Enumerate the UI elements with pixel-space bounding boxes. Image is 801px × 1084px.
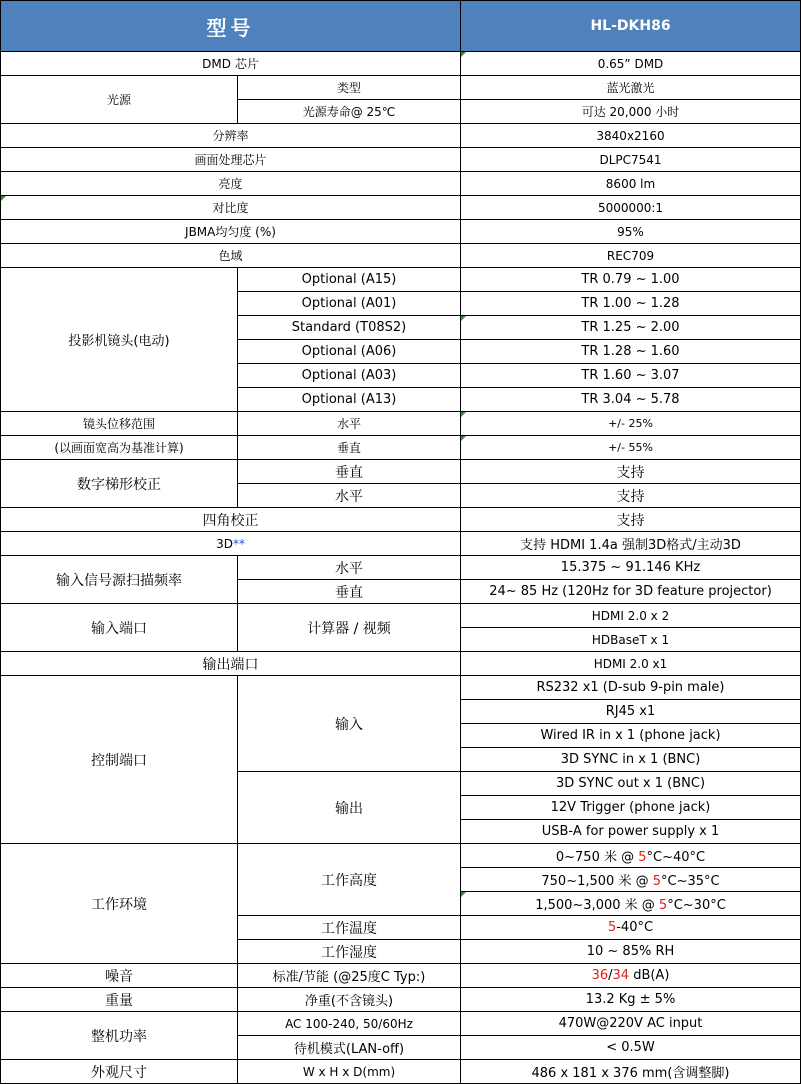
table-row (1, 844, 801, 868)
noise-sub-label: 标准/节能 (@25度C Typ:) (238, 964, 461, 988)
scan-h-label: 水平 (238, 556, 461, 580)
noise-std: 36 (591, 968, 609, 983)
chip-value: DLPC7541 (461, 148, 801, 172)
env-alt-pre: 750~1,500 米 @ (541, 874, 653, 889)
lens-value: TR 1.28 ~ 1.60 (461, 340, 801, 364)
weight-value: 13.2 Kg ± 5% (461, 988, 801, 1012)
shift-v-label: 垂直 (238, 436, 461, 460)
env-hum-value: 10 ~ 85% RH (461, 940, 801, 964)
control-in-value: 3D SYNC in x 1 (BNC) (461, 748, 801, 772)
table-row (1, 124, 801, 148)
env-alt-value (461, 844, 801, 868)
input-label: 输入端口 (1, 604, 238, 652)
lens-name: Optional (A13) (238, 388, 461, 412)
control-out-value: USB-A for power supply x 1 (461, 820, 801, 844)
contrast-label: 对比度 (1, 196, 461, 220)
keystone-v-value: 支持 (461, 460, 801, 484)
control-label: 控制端口 (1, 676, 238, 844)
lens-value: TR 3.04 ~ 5.78 (461, 388, 801, 412)
env-hum-label: 工作湿度 (238, 940, 461, 964)
input-value: HDMI 2.0 x 2 (461, 604, 801, 628)
table-row (1, 556, 801, 580)
control-out-label: 输出 (238, 772, 461, 844)
three-d-text: 3D (216, 536, 233, 551)
control-out-value: 3D SYNC out x 1 (BNC) (461, 772, 801, 796)
model-header-value: HL-DKH86 (461, 1, 801, 52)
gamut-label: 色域 (1, 244, 461, 268)
output-label: 输出端口 (1, 652, 461, 676)
noise-eco: 34 (612, 968, 630, 983)
lens-value: TR 0.79 ~ 1.00 (461, 268, 801, 292)
table-row (1, 604, 801, 628)
shift-h-label: 水平 (238, 412, 461, 436)
output-value: HDMI 2.0 x1 (461, 652, 801, 676)
table-row (1, 244, 801, 268)
table-row (1, 268, 801, 292)
control-out-value: 12V Trigger (phone jack) (461, 796, 801, 820)
control-in-value: Wired IR in x 1 (phone jack) (461, 724, 801, 748)
table-row (1, 652, 801, 676)
keystone-h-label: 水平 (238, 484, 461, 508)
table-row (1, 1012, 801, 1036)
scan-v-value: 24~ 85 Hz (120Hz for 3D feature projector) (461, 580, 801, 604)
lens-value: TR 1.25 ~ 2.00 (461, 316, 801, 340)
table-row (1, 988, 801, 1012)
uniformity-value: 95% (461, 220, 801, 244)
env-alt-red: 5 (638, 850, 647, 865)
env-temp-value (461, 916, 801, 940)
env-alt-label: 工作高度 (238, 844, 461, 916)
noise-label: 噪音 (1, 964, 238, 988)
lens-name: Optional (A01) (238, 292, 461, 316)
env-alt-pre: 1,500~3,000 米 @ (535, 898, 659, 913)
input-sub-label: 计算器 / 视频 (238, 604, 461, 652)
power-label: 整机功率 (1, 1012, 238, 1060)
env-alt-post: °C~30°C (667, 898, 726, 913)
chip-label: 画面处理芯片 (1, 148, 461, 172)
corner-value: 支持 (461, 508, 801, 532)
env-alt-post: °C~40°C (646, 850, 706, 865)
control-in-value: RS232 x1 (D-sub 9-pin male) (461, 676, 801, 700)
table-row (1, 676, 801, 700)
lens-name: Optional (A03) (238, 364, 461, 388)
uniformity-label: JBMA均匀度 (%) (1, 220, 461, 244)
env-temp-red: 5 (607, 920, 617, 935)
resolution-value: 3840x2160 (461, 124, 801, 148)
noise-slash: / (608, 968, 613, 983)
table-row (1, 1060, 801, 1084)
control-in-label: 输入 (238, 676, 461, 772)
light-life-value: 可达 20,000 小时 (461, 100, 801, 124)
dmd-value: 0.65” DMD (461, 52, 801, 76)
env-alt-red: 5 (658, 898, 668, 913)
table-row (1, 412, 801, 436)
light-label: 光源 (1, 76, 238, 124)
noise-value (461, 964, 801, 988)
lens-name: Optional (A06) (238, 340, 461, 364)
table-row (1, 532, 801, 556)
lens-label: 投影机镜头(电动) (1, 268, 238, 412)
lens-value: TR 1.60 ~ 3.07 (461, 364, 801, 388)
input-value: HDBaseT x 1 (461, 628, 801, 652)
table-row (1, 148, 801, 172)
table-row (1, 436, 801, 460)
scan-v-label: 垂直 (238, 580, 461, 604)
shift-label: 镜头位移范围 (1, 412, 238, 436)
size-sub-label: W x H x D(mm) (238, 1060, 461, 1084)
env-alt-pre: 0~750 米 @ (555, 850, 639, 865)
scan-h-value: 15.375 ~ 91.146 KHz (461, 556, 801, 580)
light-type-value: 蓝光激光 (461, 76, 801, 100)
table-row (1, 220, 801, 244)
contrast-value: 5000000:1 (461, 196, 801, 220)
env-label: 工作环境 (1, 844, 238, 964)
env-temp-post: -40°C (616, 920, 654, 935)
table-row (1, 460, 801, 484)
env-alt-value (461, 892, 801, 916)
env-temp-label: 工作温度 (238, 916, 461, 940)
three-d-label (1, 532, 461, 556)
shift-h-value: +/- 25% (461, 412, 801, 436)
table-row (1, 76, 801, 100)
gamut-value: REC709 (461, 244, 801, 268)
control-in-value: RJ45 x1 (461, 700, 801, 724)
dmd-label: DMD 芯片 (1, 52, 461, 76)
table-row (1, 964, 801, 988)
size-label: 外观尺寸 (1, 1060, 238, 1084)
keystone-h-value: 支持 (461, 484, 801, 508)
lens-value: TR 1.00 ~ 1.28 (461, 292, 801, 316)
shift-note: (以画面宽高为基准计算) (1, 436, 238, 460)
table-row (1, 196, 801, 220)
keystone-label: 数字梯形校正 (1, 460, 238, 508)
table-row (1, 508, 801, 532)
scan-label: 输入信号源扫描频率 (1, 556, 238, 604)
env-alt-value (461, 868, 801, 892)
env-alt-post: °C~35°C (661, 874, 720, 889)
model-header-label: 型号 (1, 1, 461, 52)
weight-sub-label: 净重(不含镜头) (238, 988, 461, 1012)
three-d-mark: ** (232, 536, 245, 551)
noise-unit: dB(A) (629, 968, 670, 983)
resolution-label: 分辨率 (1, 124, 461, 148)
lens-name: Standard (T08S2) (238, 316, 461, 340)
brightness-value: 8600 lm (461, 172, 801, 196)
power-standby-label: 待机模式(LAN-off) (238, 1036, 461, 1060)
shift-v-value: +/- 55% (461, 436, 801, 460)
corner-label: 四角校正 (1, 508, 461, 532)
table-row (1, 52, 801, 76)
weight-label: 重量 (1, 988, 238, 1012)
size-value: 486 x 181 x 376 mm(含调整脚) (461, 1060, 801, 1084)
three-d-value: 支持 HDMI 1.4a 强制3D格式/主动3D (461, 532, 801, 556)
light-life-label: 光源寿命@ 25℃ (238, 100, 461, 124)
table-row (1, 172, 801, 196)
power-standby-value: < 0.5W (461, 1036, 801, 1060)
env-alt-red: 5 (652, 874, 661, 889)
power-ac-label: AC 100-240, 50/60Hz (238, 1012, 461, 1036)
lens-name: Optional (A15) (238, 268, 461, 292)
light-type-label: 类型 (238, 76, 461, 100)
keystone-v-label: 垂直 (238, 460, 461, 484)
brightness-label: 亮度 (1, 172, 461, 196)
power-ac-value: 470W@220V AC input (461, 1012, 801, 1036)
